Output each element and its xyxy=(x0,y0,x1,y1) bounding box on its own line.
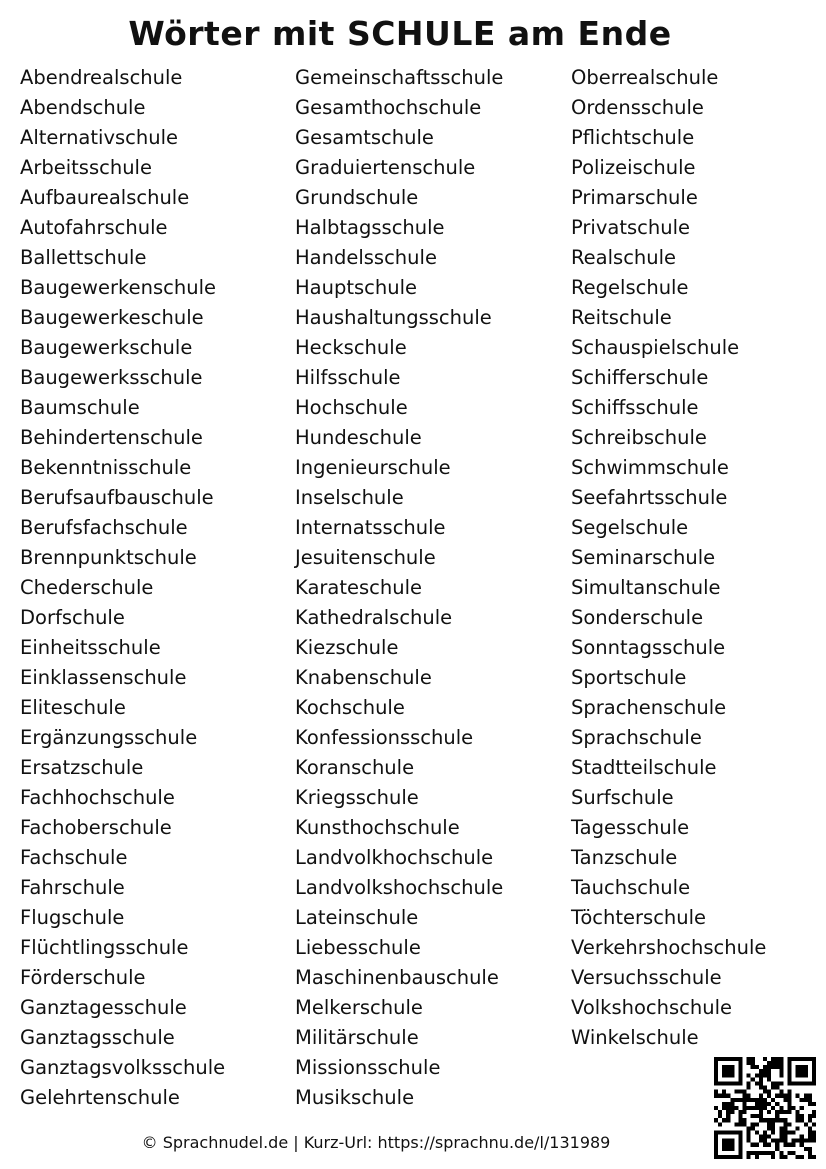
word-item: Haushaltungsschule xyxy=(295,306,492,329)
word-item: Abendschule xyxy=(20,96,146,119)
word-item: Inselschule xyxy=(295,486,404,509)
word-item: Gesamtschule xyxy=(295,126,434,149)
word-item: Heckschule xyxy=(295,336,407,359)
word-item: Hauptschule xyxy=(295,276,418,299)
word-column-1 xyxy=(20,63,225,1113)
word-item: Kiezschule xyxy=(295,636,399,659)
word-item: Landvolkshochschule xyxy=(295,876,504,899)
word-item: Abendrealschule xyxy=(20,66,183,89)
word-item: Flugschule xyxy=(20,906,125,929)
word-item: Fachschule xyxy=(20,846,128,869)
word-item: Regelschule xyxy=(571,276,689,299)
word-item: Knabenschule xyxy=(295,666,432,689)
word-item: Reitschule xyxy=(571,306,672,329)
word-item: Baumschule xyxy=(20,396,140,419)
word-item: Surfschule xyxy=(571,786,674,809)
word-item: Militärschule xyxy=(295,1026,419,1049)
footer-credit: © Sprachnudel.de | Kurz-Url: https://sprachnu.de/l/131989 xyxy=(141,1133,611,1152)
word-item: Behindertenschule xyxy=(20,426,203,449)
page-title: Wörter mit SCHULE am Ende xyxy=(128,14,672,53)
word-item: Sonderschule xyxy=(571,606,704,629)
word-item: Hundeschule xyxy=(295,426,422,449)
word-item: Kriegsschule xyxy=(295,786,419,809)
word-item: Halbtagsschule xyxy=(295,216,445,239)
word-item: Lateinschule xyxy=(295,906,419,929)
word-item: Alternativschule xyxy=(20,126,178,149)
word-item: Ingenieurschule xyxy=(295,456,451,479)
word-item: Pflichtschule xyxy=(571,126,695,149)
word-item: Brennpunktschule xyxy=(20,546,197,569)
word-item: Landvolkhochschule xyxy=(295,846,494,869)
word-item: Musikschule xyxy=(295,1086,415,1109)
word-item: Verkehrshochschule xyxy=(571,936,767,959)
word-item: Ganztagesschule xyxy=(20,996,187,1019)
word-item: Privatschule xyxy=(571,216,690,239)
word-item: Förderschule xyxy=(20,966,146,989)
word-item: Grundschule xyxy=(295,186,419,209)
word-item: Realschule xyxy=(571,246,677,269)
word-item: Ersatzschule xyxy=(20,756,144,779)
word-item: Kochschule xyxy=(295,696,405,719)
word-item: Autofahrschule xyxy=(20,216,168,239)
word-item: Hochschule xyxy=(295,396,408,419)
word-item: Schiffsschule xyxy=(571,396,699,419)
word-item: Hilfsschule xyxy=(295,366,401,389)
word-item: Ergänzungsschule xyxy=(20,726,198,749)
word-item: Flüchtlingsschule xyxy=(20,936,189,959)
word-item: Karateschule xyxy=(295,576,423,599)
word-item: Berufsfachschule xyxy=(20,516,188,539)
word-item: Fachhochschule xyxy=(20,786,175,809)
word-item: Maschinenbauschule xyxy=(295,966,499,989)
word-item: Schwimmschule xyxy=(571,456,729,479)
word-item: Gelehrtenschule xyxy=(20,1086,180,1109)
word-item: Seefahrtsschule xyxy=(571,486,728,509)
word-column-3 xyxy=(571,63,766,1053)
word-item: Sportschule xyxy=(571,666,687,689)
word-item: Liebesschule xyxy=(295,936,421,959)
word-item: Eliteschule xyxy=(20,696,126,719)
word-item: Melkerschule xyxy=(295,996,423,1019)
word-item: Kathedralschule xyxy=(295,606,453,629)
word-item: Primarschule xyxy=(571,186,698,209)
word-item: Berufsaufbauschule xyxy=(20,486,214,509)
word-item: Gemeinschaftsschule xyxy=(295,66,504,89)
word-item: Fahrschule xyxy=(20,876,125,899)
word-item: Missionsschule xyxy=(295,1056,441,1079)
word-item: Ordensschule xyxy=(571,96,704,119)
word-item: Internatsschule xyxy=(295,516,446,539)
word-item: Einheitsschule xyxy=(20,636,161,659)
word-item: Simultanschule xyxy=(571,576,721,599)
word-item: Ballettschule xyxy=(20,246,147,269)
word-item: Töchterschule xyxy=(571,906,707,929)
word-column-2 xyxy=(295,63,503,1113)
word-item: Sprachenschule xyxy=(571,696,727,719)
word-item: Oberrealschule xyxy=(571,66,719,89)
word-item: Sonntagsschule xyxy=(571,636,726,659)
word-item: Seminarschule xyxy=(571,546,716,569)
word-item: Arbeitsschule xyxy=(20,156,152,179)
word-item: Einklassenschule xyxy=(20,666,187,689)
word-item: Jesuitenschule xyxy=(295,546,436,569)
word-item: Graduiertenschule xyxy=(295,156,476,179)
word-item: Winkelschule xyxy=(571,1026,699,1049)
word-item: Aufbaurealschule xyxy=(20,186,190,209)
word-item: Schauspielschule xyxy=(571,336,740,359)
word-item: Baugewerkenschule xyxy=(20,276,216,299)
word-item: Konfessionsschule xyxy=(295,726,474,749)
word-item: Dorfschule xyxy=(20,606,125,629)
word-item: Versuchsschule xyxy=(571,966,722,989)
word-item: Volkshochschule xyxy=(571,996,733,1019)
qr-code-icon xyxy=(714,1057,816,1159)
word-item: Stadtteilschule xyxy=(571,756,717,779)
word-item: Koranschule xyxy=(295,756,415,779)
word-item: Handelsschule xyxy=(295,246,437,269)
word-item: Schreibschule xyxy=(571,426,707,449)
word-item: Sprachschule xyxy=(571,726,702,749)
word-item: Ganztagsschule xyxy=(20,1026,175,1049)
word-item: Fachoberschule xyxy=(20,816,172,839)
word-item: Tanzschule xyxy=(571,846,678,869)
word-item: Ganztagsvolksschule xyxy=(20,1056,226,1079)
word-item: Polizeischule xyxy=(571,156,696,179)
word-item: Baugewerksschule xyxy=(20,366,203,389)
word-item: Baugewerkschule xyxy=(20,336,193,359)
word-item: Bekenntnisschule xyxy=(20,456,192,479)
word-item: Tagesschule xyxy=(571,816,690,839)
word-item: Kunsthochschule xyxy=(295,816,460,839)
word-item: Gesamthochschule xyxy=(295,96,482,119)
word-item: Segelschule xyxy=(571,516,689,539)
word-item: Baugewerkeschule xyxy=(20,306,204,329)
word-item: Tauchschule xyxy=(571,876,691,899)
word-item: Chederschule xyxy=(20,576,154,599)
word-item: Schifferschule xyxy=(571,366,709,389)
